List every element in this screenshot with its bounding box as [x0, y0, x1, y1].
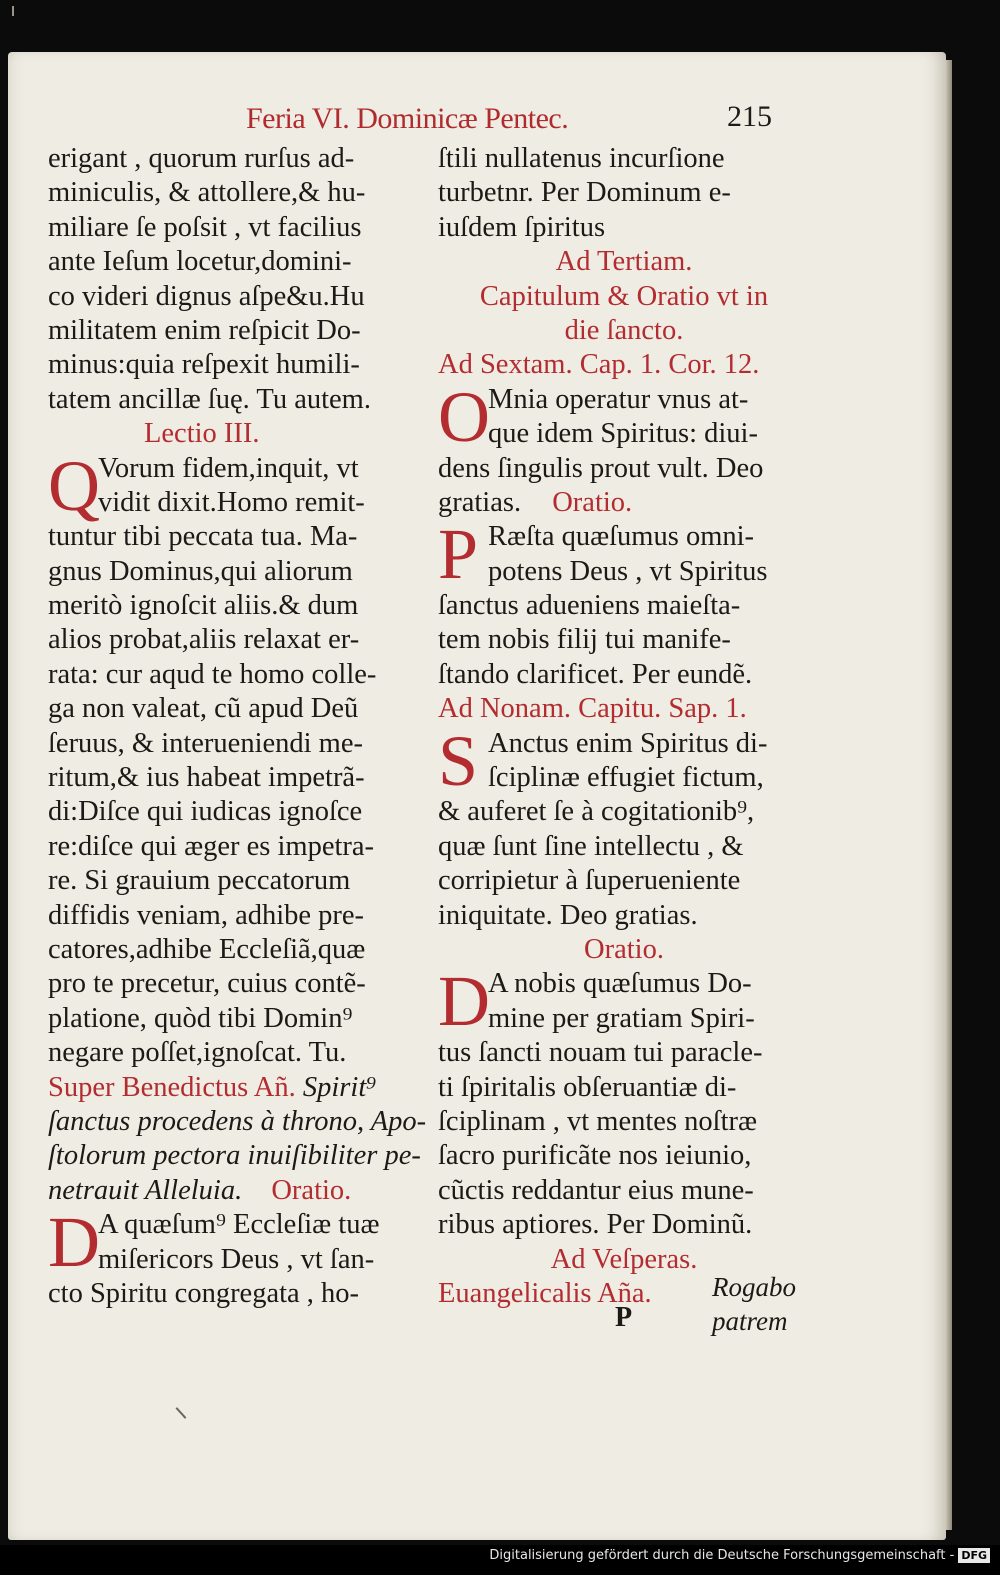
dropcap-initial: P — [438, 514, 479, 595]
gratias-text: gratias. — [438, 486, 522, 518]
benedictus-label: Super Benedictus Añ. — [48, 1071, 296, 1103]
text-line: dens ſingulis prout vult. Deo — [438, 452, 764, 484]
text-line: turbetnr. Per Dominum e- — [438, 177, 731, 209]
text-line: ritum,& ius habeat impetrã- — [48, 762, 365, 794]
running-head: Feria VI. Dominicæ Pentec. — [246, 102, 569, 135]
text-line: re. Si grauium peccatorum — [48, 865, 351, 897]
text-line: mine per gratiam Spiri- — [488, 1002, 755, 1034]
text-line: militatem enim reſpicit Do- — [48, 314, 361, 346]
antiphon-line: ſtolorum pectora inuiſibiliter pe- — [48, 1140, 421, 1172]
antiphon-last: netrauit Alleluia. — [48, 1174, 243, 1206]
text-line: tuntur tibi peccata tua. Ma- — [48, 521, 358, 553]
text-line: pro te precetur, cuius contẽ- — [48, 968, 366, 1000]
lectio-heading: Lectio III. — [144, 418, 260, 450]
text-line: meritò ignoſcit aliis.& dum — [48, 590, 359, 622]
text-line: Anctus enim Spiritus di- — [488, 727, 768, 759]
text-line: tem nobis filij tui manife- — [438, 624, 731, 656]
text-line: potens Deus , vt Spiritus — [488, 555, 768, 587]
text-line: corripietur à ſuperueniente — [438, 865, 741, 897]
footer-bar — [0, 1545, 1000, 1575]
oratio-dropcap-block — [48, 1202, 428, 1283]
oratio-label: Oratio. — [271, 1174, 352, 1206]
dropcap-initial: D — [48, 1202, 100, 1283]
gratias-line — [438, 486, 810, 520]
text-line: negare poſſet,ignoſcat. Tu. — [48, 1037, 347, 1069]
text-line: ſtando clarificet. Per eundẽ. — [438, 658, 753, 690]
page-number: 215 — [727, 100, 772, 133]
benedictus-line — [48, 1071, 428, 1105]
text-line: ante Ieſum locetur,domini- — [48, 246, 352, 278]
text-line: ſanctus adueniens maieſta- — [438, 590, 741, 622]
text-line: gnus Dominus,qui aliorum — [48, 555, 353, 587]
text-line: & auferet ſe à cogitationib⁹, — [438, 796, 755, 828]
ad-vesperas-heading: Ad Veſperas. — [550, 1243, 698, 1275]
patrem-text: patrem — [712, 1306, 788, 1336]
oratio1-dropcap-block — [438, 514, 810, 595]
text-line: minus:quia reſpexit humili- — [48, 349, 360, 381]
rogabo-text: Rogabo — [712, 1272, 796, 1302]
dropcap-initial: O — [438, 376, 490, 457]
text-line: co videri dignus aſpe&u.Hu — [48, 280, 365, 312]
text-line: iniquitate. Deo gratias. — [438, 899, 698, 931]
oratio2-dropcap-block — [438, 961, 810, 1042]
catchword-block — [712, 1270, 822, 1338]
oratio-label: Oratio. — [552, 486, 633, 518]
ad-sextam-heading: Ad Sextam. Cap. 1. Cor. 12. — [438, 349, 760, 381]
text-line: ſacro purificãte nos ieiunio, — [438, 1140, 752, 1172]
text-line: ſtili nullatenus incurſione — [438, 143, 725, 174]
antiphon-start: Spirit⁹ — [295, 1071, 377, 1103]
ad-nonam-heading: Ad Nonam. Capitu. Sap. 1. — [438, 693, 747, 725]
text-line: A nobis quæſumus Do- — [488, 968, 752, 1000]
text-line: cto Spiritu congregata , ho- — [48, 1277, 360, 1309]
text-line: Ræſta quæſumus omni- — [488, 521, 755, 553]
left-column — [48, 142, 428, 1311]
text-line: que idem Spiritus: diui- — [488, 418, 758, 450]
text-line: ſeruus, & interueniendi me- — [48, 727, 363, 759]
text-line: tus ſancti nouam tui paracle- — [438, 1037, 763, 1069]
right-column — [438, 142, 810, 1311]
text-line: platione, quòd tibi Domin⁹ — [48, 1002, 353, 1034]
text-line: tatem ancillæ ſuę. Tu autem. — [48, 383, 371, 415]
text-line: quæ ſunt ſine intellectu , & — [438, 830, 744, 862]
text-line: ſciplinæ effugiet fictum, — [488, 762, 764, 794]
nonam-dropcap-block — [438, 720, 810, 801]
text-line: miniculis, & attollere,& hu- — [48, 177, 366, 209]
antiphon-end-line — [48, 1174, 428, 1208]
text-line: catores,adhibe Eccleſiã,quæ — [48, 933, 366, 965]
corner-mark — [12, 6, 14, 16]
dfg-badge: DFG — [958, 1548, 990, 1563]
text-line: diffidis veniam, adhibe pre- — [48, 899, 365, 931]
page-edge — [946, 60, 952, 1530]
dropcap-initial: Q — [48, 445, 100, 526]
text-line: ga non valeat, cũ apud Deũ — [48, 693, 359, 725]
text-line: ribus aptiores. Per Dominũ. — [438, 1209, 753, 1241]
text-line: erigant , quorum rurſus ad- — [48, 143, 355, 174]
footer-text: Digitalisierung gefördert durch die Deutsche Forschungsgemeinschaft - — [489, 1548, 955, 1563]
capitulum-heading: die ſancto. — [564, 314, 684, 346]
text-line: alios probat,aliis relaxat er- — [48, 624, 360, 656]
text-line: cũctis reddantur eius mune- — [438, 1174, 754, 1206]
text-line: miſericors Deus , vt ſan- — [98, 1243, 375, 1275]
text-line: vidit dixit.Homo remit- — [98, 486, 365, 518]
antiphon-line: ſanctus procedens à throno, Apo- — [48, 1105, 427, 1137]
text-line: re:diſce qui æger es impetra- — [48, 830, 375, 862]
sextam-dropcap-block — [438, 376, 810, 457]
ad-tertiam-heading: Ad Tertiam. — [555, 246, 693, 278]
text-line: ſciplinam , vt mentes noſtræ — [438, 1105, 757, 1137]
text-line: miliare ſe poſsit , vt facilius — [48, 211, 362, 243]
text-line: rata: cur aqud te homo colle- — [48, 658, 377, 690]
lectio-dropcap-block — [48, 445, 428, 526]
capitulum-heading: Capitulum & Oratio vt in — [479, 280, 769, 312]
dropcap-initial: D — [438, 961, 490, 1042]
text-line: Mnia operatur vnus at- — [488, 383, 749, 415]
text-line: di:Diſce qui iudicas ignoſce — [48, 796, 363, 828]
text-line: Vorum fidem,inquit, vt — [98, 452, 359, 484]
oratio-label: Oratio. — [584, 933, 664, 965]
dropcap-initial: S — [438, 720, 479, 801]
catchword-letter: P — [615, 1302, 633, 1333]
text-line: A quæſum⁹ Eccleſiæ tuæ — [98, 1209, 380, 1241]
text-line: ti ſpiritalis obſeruantiæ di- — [438, 1071, 737, 1103]
evangelicalis-label: Euangelicalis Aña. — [438, 1277, 652, 1309]
text-line: iuſdem ſpiritus — [438, 211, 606, 243]
